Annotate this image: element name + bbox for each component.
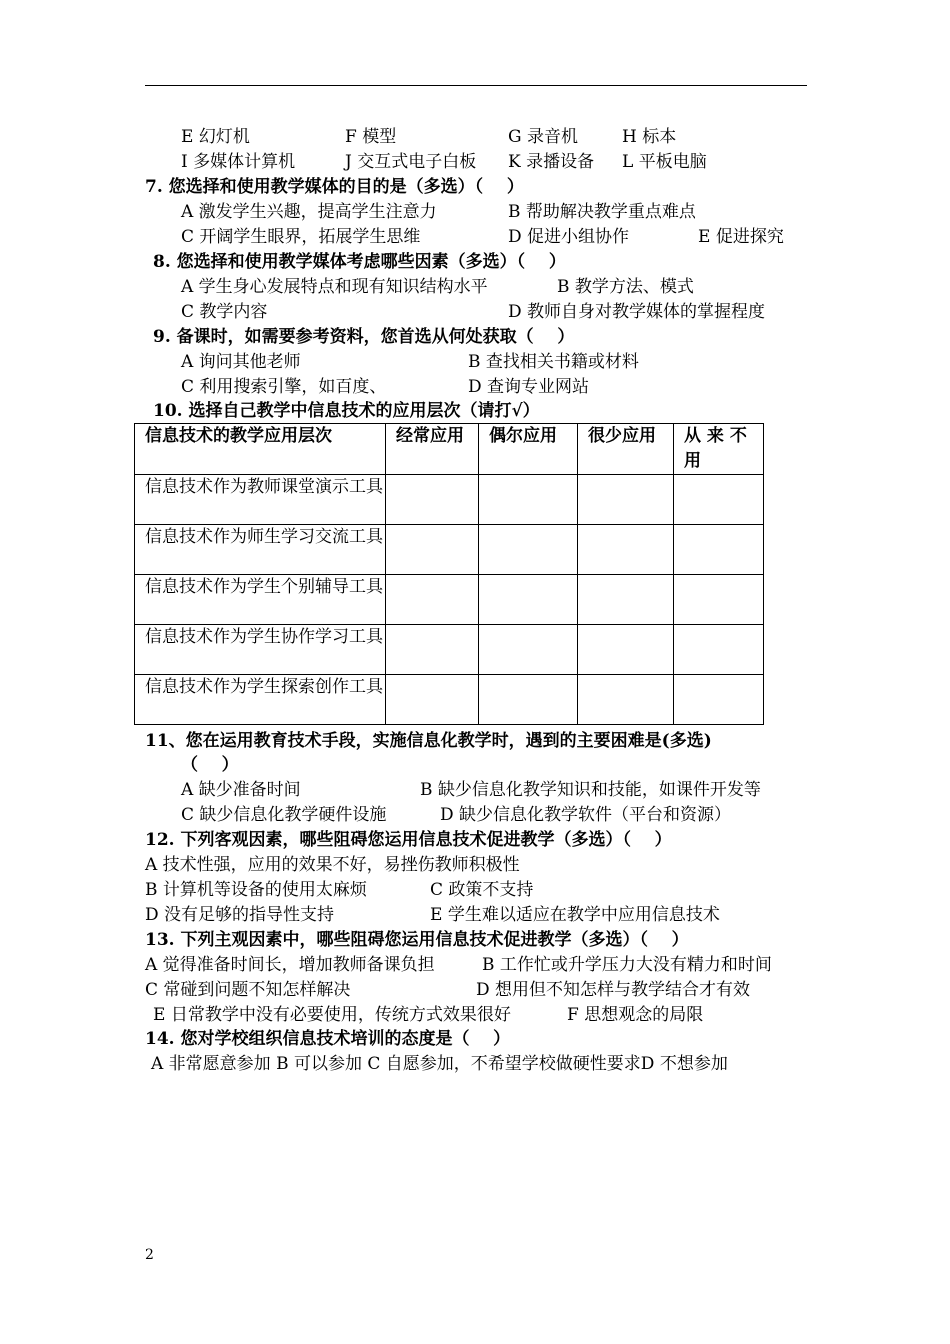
row-label: 信息技术作为学生协作学习工具 xyxy=(135,625,386,675)
q13-option-f: F 思想观念的局限 xyxy=(567,1005,704,1025)
question-12: 12. 下列客观因素，哪些阻碍您运用信息技术促进教学（多选）（ ） xyxy=(145,830,672,850)
q13-option-e: E 日常教学中没有必要使用，传统方式效果很好 xyxy=(153,1005,511,1025)
q12-option-d: D 没有足够的指导性支持 xyxy=(145,905,335,925)
header-never: 从 来 不 用 xyxy=(674,424,764,475)
q11-option-b: B 缺少信息化教学知识和技能，如课件开发等 xyxy=(420,780,761,800)
option-l: L 平板电脑 xyxy=(622,152,707,172)
question-11-paren: （ ） xyxy=(181,755,239,775)
check-cell[interactable] xyxy=(578,575,674,625)
q9-option-d: D 查询专业网站 xyxy=(468,377,590,397)
header-level: 信息技术的教学应用层次 xyxy=(135,424,386,475)
option-k: K 录播设备 xyxy=(508,152,595,172)
table-row xyxy=(135,475,764,525)
option-f: F 模型 xyxy=(345,127,397,147)
q8-option-d: D 教师自身对教学媒体的掌握程度 xyxy=(508,302,766,322)
question-14: 14. 您对学校组织信息技术培训的态度是（ ） xyxy=(145,1029,511,1049)
check-cell[interactable] xyxy=(386,475,479,525)
table-header-row xyxy=(135,424,764,475)
row-label: 信息技术作为师生学习交流工具 xyxy=(135,525,386,575)
check-cell[interactable] xyxy=(578,525,674,575)
question-7: 7. 您选择和使用教学媒体的目的是（多选）（ ） xyxy=(145,177,524,197)
check-cell[interactable] xyxy=(578,475,674,525)
row-label: 信息技术作为学生探索创作工具 xyxy=(135,675,386,725)
header-rule xyxy=(145,85,807,86)
q9-option-a: A 询问其他老师 xyxy=(181,352,301,372)
check-cell[interactable] xyxy=(578,675,674,725)
question-11: 11、您在运用教育技术手段，实施信息化教学时，遇到的主要困难是(多选) xyxy=(145,731,712,751)
row-label: 信息技术作为教师课堂演示工具 xyxy=(135,475,386,525)
check-cell[interactable] xyxy=(578,625,674,675)
q12-option-a: A 技术性强，应用的效果不好，易挫伤教师积极性 xyxy=(145,855,520,875)
q14-options: A 非常愿意参加 B 可以参加 C 自愿参加，不希望学校做硬性要求D 不想参加 xyxy=(151,1054,728,1074)
q12-option-c: C 政策不支持 xyxy=(430,880,534,900)
check-cell[interactable] xyxy=(386,675,479,725)
q13-option-b: B 工作忙或升学压力大没有精力和时间 xyxy=(482,955,772,975)
q9-option-c: C 利用搜索引擎，如百度、 xyxy=(181,377,387,397)
check-cell[interactable] xyxy=(479,675,578,725)
q13-option-d: D 想用但不知怎样与教学结合才有效 xyxy=(476,980,751,1000)
check-cell[interactable] xyxy=(386,625,479,675)
q7-option-a: A 激发学生兴趣，提高学生注意力 xyxy=(181,202,437,222)
q8-option-c: C 教学内容 xyxy=(181,302,268,322)
table-row xyxy=(135,675,764,725)
q12-option-b: B 计算机等设备的使用太麻烦 xyxy=(145,880,367,900)
table-row xyxy=(135,575,764,625)
question-10: 10. 选择自己教学中信息技术的应用层次（请打√） xyxy=(153,401,540,421)
check-cell[interactable] xyxy=(479,575,578,625)
q7-option-c: C 开阔学生眼界，拓展学生思维 xyxy=(181,227,421,247)
q7-option-e: E 促进探究 xyxy=(698,227,784,247)
application-level-table xyxy=(134,423,764,725)
check-cell[interactable] xyxy=(674,625,764,675)
check-cell[interactable] xyxy=(479,475,578,525)
q12-option-e: E 学生难以适应在教学中应用信息技术 xyxy=(430,905,720,925)
table-row xyxy=(135,625,764,675)
check-cell[interactable] xyxy=(674,475,764,525)
q7-option-b: B 帮助解决教学重点难点 xyxy=(508,202,696,222)
option-e: E 幻灯机 xyxy=(181,127,250,147)
option-h: H 标本 xyxy=(622,127,677,147)
row-label: 信息技术作为学生个别辅导工具 xyxy=(135,575,386,625)
header-often: 经常应用 xyxy=(386,424,479,475)
table-row xyxy=(135,525,764,575)
q11-option-d: D 缺少信息化教学软件（平台和资源） xyxy=(440,805,732,825)
question-9: 9. 备课时，如需要参考资料，您首选从何处获取（ ） xyxy=(153,327,575,347)
question-8: 8. 您选择和使用教学媒体考虑哪些因素（多选）（ ） xyxy=(153,252,566,272)
q7-option-d: D 促进小组协作 xyxy=(508,227,630,247)
q9-option-b: B 查找相关书籍或材料 xyxy=(468,352,639,372)
option-j: J 交互式电子白板 xyxy=(345,152,477,172)
check-cell[interactable] xyxy=(479,625,578,675)
header-rarely: 很少应用 xyxy=(578,424,674,475)
check-cell[interactable] xyxy=(386,575,479,625)
option-g: G 录音机 xyxy=(508,127,578,147)
q11-option-a: A 缺少准备时间 xyxy=(181,780,301,800)
check-cell[interactable] xyxy=(674,575,764,625)
q11-option-c: C 缺少信息化教学硬件设施 xyxy=(181,805,387,825)
q13-option-a: A 觉得准备时间长，增加教师备课负担 xyxy=(145,955,435,975)
option-i: I 多媒体计算机 xyxy=(181,152,296,172)
check-cell[interactable] xyxy=(674,675,764,725)
q8-option-b: B 教学方法、模式 xyxy=(557,277,694,297)
page-number: 2 xyxy=(145,1247,154,1263)
q8-option-a: A 学生身心发展特点和现有知识结构水平 xyxy=(181,277,488,297)
check-cell[interactable] xyxy=(479,525,578,575)
question-13: 13. 下列主观因素中，哪些阻碍您运用信息技术促进教学（多选）（ ） xyxy=(145,930,689,950)
header-occasionally: 偶尔应用 xyxy=(479,424,578,475)
check-cell[interactable] xyxy=(674,525,764,575)
q13-option-c: C 常碰到问题不知怎样解决 xyxy=(145,980,351,1000)
check-cell[interactable] xyxy=(386,525,479,575)
